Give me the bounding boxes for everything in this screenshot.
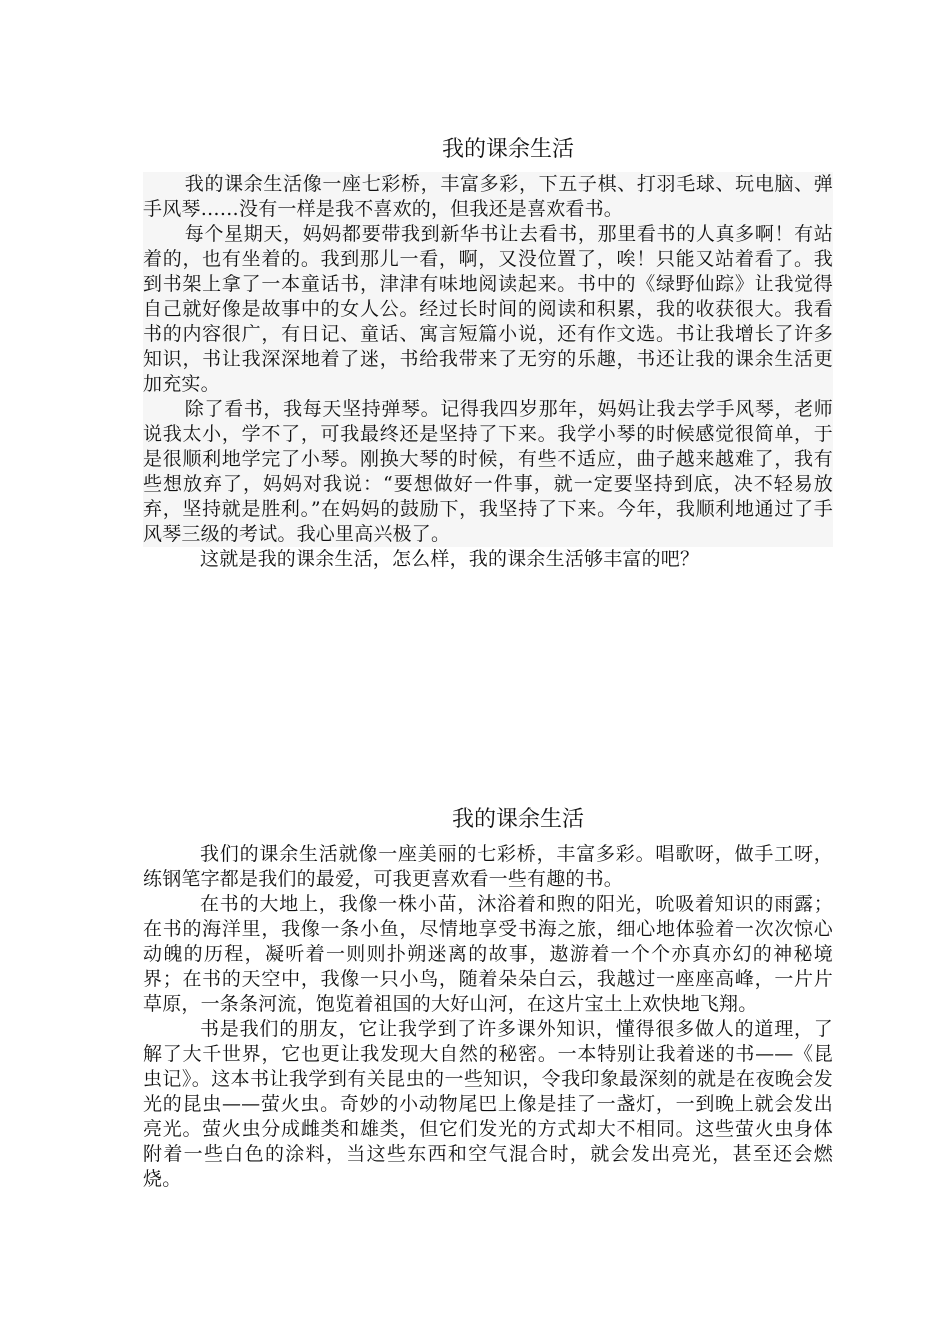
- essay-1-paragraph-2: 每个星期天，妈妈都要带我到新华书让去看书，那里看书的人真多啊！有站着的，也有坐着的。我到那儿一看，啊，又没位置了，唉！只能又站着看了。我到书架上拿了一本童话书，津津有味地阅读起来。书中的《绿野仙踪》让我觉得自己就好像是故事中的女人公。经过长时间的阅读和积累，我的收获很大。我看书的内容很广，有日记、童话、寓言短篇小说，还有作文选。书让我增长了许多知识，书让我深深地着了迷，书给我带来了无穷的乐趣，书还让我的课余生活更加充实。: [143, 223, 833, 395]
- essay-1-paragraph-1: 我的课余生活像一座七彩桥，丰富多彩，下五子棋、打羽毛球、玩电脑、弹手风琴……没有一样是我不喜欢的，但我还是喜欢看书。: [143, 173, 833, 220]
- essay-2-paragraph-3: 书是我们的朋友，它让我学到了许多课外知识，懂得很多做人的道理，了解了大千世界，它也更让我发现大自然的秘密。一本特别让我着迷的书——《昆虫记》。这本书让我学到有关昆虫的一些知识，令我印象最深刻的就是在夜晚会发光的昆虫——萤火虫。奇妙的小动物尾巴上像是挂了一盏灯，一到晚上就会发出亮光。萤火虫分成雌类和雄类，但它们发光的方式却大不相同。这些萤火虫身体附着一些白色的涂料，当这些东西和空气混合时，就会发出亮光，甚至还会燃烧。: [143, 1018, 833, 1190]
- essay-1-paragraph-4: 这就是我的课余生活，怎么样，我的课余生活够丰富的吧？: [200, 548, 700, 570]
- essay-2-title: 我的课余生活: [451, 807, 584, 832]
- essay-1: [143, 132, 833, 572]
- essay-2: [143, 802, 833, 1192]
- essay-1-paragraph-3: 除了看书，我每天坚持弹琴。记得我四岁那年，妈妈让我去学手风琴，老师说我太小，学不了，可我最终还是坚持了下来。我学小琴的时候感觉很简单，于是很顺利地学完了小琴。刚换大琴的时候，有些不适应，曲子越来越难了，我有些想放弃了，妈妈对我说：“要想做好一件事，就一定要坚持到底，决不轻易放弃，坚持就是胜利。”在妈妈的鼓励下，我坚持了下来。今年，我顺利地通过了手风琴三级的考试。我心里高兴极了。: [143, 398, 833, 545]
- essay-1-title: 我的课余生活: [441, 137, 574, 162]
- essay-2-paragraph-2: 在书的大地上，我像一株小苗，沐浴着和煦的阳光，吮吸着知识的雨露；在书的海洋里，我像一条小鱼，尽情地享受书海之旅，细心地体验着一次次惊心动魄的历程，凝听着一则则扑朔迷离的故事，遨游着一个个亦真亦幻的神秘境界；在书的天空中，我像一只小鸟，随着朵朵白云，我越过一座座高峰，一片片草原，一条条河流，饱览着祖国的大好山河，在这片宝土上欢快地飞翔。: [143, 893, 833, 1015]
- essay-2-paragraph-1: 我们的课余生活就像一座美丽的七彩桥，丰富多彩。唱歌呀，做手工呀，练钢笔字都是我们的最爱，可我更喜欢看一些有趣的书。: [143, 843, 833, 890]
